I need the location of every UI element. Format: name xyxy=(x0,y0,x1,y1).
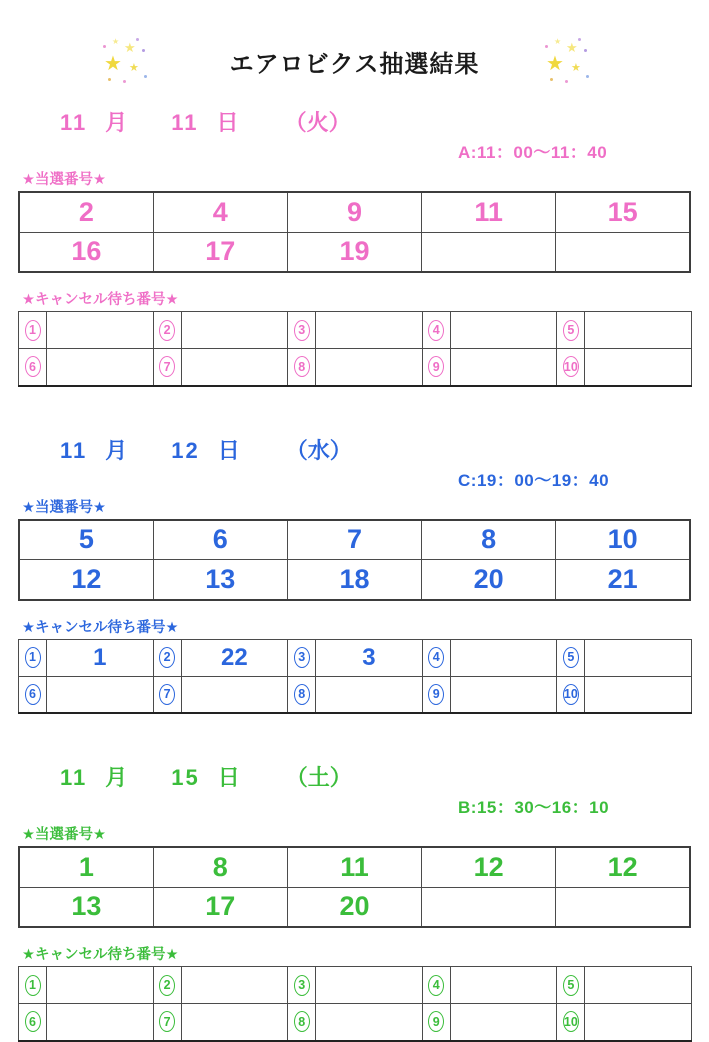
star-icon: ★ xyxy=(104,53,122,75)
winning-numbers-label: ★当選番号★ xyxy=(22,172,106,188)
winning-number-cell xyxy=(422,887,556,927)
cancel-slot-cell xyxy=(19,1004,47,1041)
cancel-value-cell: 3 xyxy=(316,639,423,676)
weekday-value: （火） xyxy=(284,110,351,135)
cancel-slot-cell xyxy=(422,676,450,713)
winning-number-cell: 17 xyxy=(153,887,287,927)
winning-number-cell: 7 xyxy=(287,520,421,560)
circled-number: 4 xyxy=(428,647,444,668)
winning-number-cell: 10 xyxy=(556,520,690,560)
cancel-value-cell xyxy=(181,312,288,349)
winning-number-cell: 5 xyxy=(19,520,153,560)
cancel-slot-cell xyxy=(557,312,585,349)
month-value: 11 xyxy=(60,437,88,463)
cancel-slot-cell xyxy=(422,312,450,349)
winning-number-cell: 2 xyxy=(19,192,153,232)
circled-number: 3 xyxy=(294,647,310,668)
cancel-value-cell xyxy=(316,349,423,386)
circled-number: 10 xyxy=(563,684,579,705)
circled-number: 4 xyxy=(428,975,444,996)
section-nov12-wed xyxy=(0,434,709,715)
cancel-value-cell xyxy=(181,349,288,386)
cancel-slot-cell xyxy=(19,967,47,1004)
dot-icon xyxy=(545,45,548,48)
month-value: 11 xyxy=(60,110,88,135)
day-value: 12 xyxy=(171,437,200,463)
class-time-label: B:15：30～16：10 xyxy=(458,798,610,817)
cancel-value-cell xyxy=(181,676,288,713)
table-row xyxy=(19,639,692,676)
circled-number: 2 xyxy=(159,647,175,668)
winning-number-cell: 16 xyxy=(19,232,153,272)
page-title: エアロビクス抽選結果 xyxy=(229,51,480,78)
cancel-value-cell xyxy=(47,1004,154,1041)
winning-number-cell: 13 xyxy=(19,887,153,927)
cancel-waitlist-table xyxy=(18,966,692,1042)
circled-number: 8 xyxy=(294,356,310,377)
cancel-waitlist-table xyxy=(18,311,692,387)
winning-number-cell: 20 xyxy=(422,560,556,600)
circled-number: 9 xyxy=(428,684,444,705)
winning-number-cell: 4 xyxy=(153,192,287,232)
day-value: 11 xyxy=(171,110,199,135)
day-unit: 日 xyxy=(216,110,239,135)
circled-number: 1 xyxy=(25,975,41,996)
winning-number-cell: 8 xyxy=(422,520,556,560)
day-unit: 日 xyxy=(217,437,240,463)
table-row xyxy=(19,349,692,386)
circled-number: 5 xyxy=(563,320,579,341)
table-row xyxy=(19,232,690,272)
dot-icon xyxy=(108,78,111,81)
month-unit: 月 xyxy=(105,765,128,790)
cancel-waitlist-label: ★キャンセル待ち番号★ xyxy=(22,947,179,963)
table-row xyxy=(19,192,690,232)
winning-numbers-label: ★当選番号★ xyxy=(22,499,106,516)
dot-icon xyxy=(142,49,145,52)
winning-number-cell: 19 xyxy=(287,232,421,272)
table-row xyxy=(19,676,692,713)
cancel-value-cell xyxy=(316,312,423,349)
cancel-value-cell: 1 xyxy=(47,639,154,676)
month-unit: 月 xyxy=(105,437,128,463)
star-icon: ★ xyxy=(124,40,136,55)
cancel-value-cell: 22 xyxy=(181,639,288,676)
cancel-value-cell xyxy=(47,349,154,386)
cancel-value-cell xyxy=(47,676,154,713)
cancel-slot-cell xyxy=(288,967,316,1004)
circled-number: 10 xyxy=(563,356,579,377)
cancel-slot-cell xyxy=(422,349,450,386)
winning-number-cell: 6 xyxy=(153,520,287,560)
date-heading xyxy=(60,106,709,137)
star-icon: ★ xyxy=(112,37,120,46)
winning-table xyxy=(18,846,691,928)
cancel-slot-cell xyxy=(288,676,316,713)
cancel-slot-cell xyxy=(19,676,47,713)
winning-number-cell: 15 xyxy=(556,192,690,232)
month-value: 11 xyxy=(60,765,88,790)
winning-number-cell xyxy=(556,887,690,927)
table-row xyxy=(19,847,690,887)
cancel-value-cell xyxy=(450,312,557,349)
date-heading xyxy=(60,434,709,465)
cancel-value-cell xyxy=(585,676,692,713)
cancel-waitlist-label: ★キャンセル待ち番号★ xyxy=(22,619,179,636)
cancel-value-cell xyxy=(47,312,154,349)
star-icon: ★ xyxy=(566,40,578,55)
sparkle-icon xyxy=(102,38,150,86)
circled-number: 2 xyxy=(159,320,175,341)
month-unit: 月 xyxy=(105,110,128,135)
circled-number: 7 xyxy=(159,1011,175,1032)
cancel-slot-cell xyxy=(288,349,316,386)
cancel-slot-cell xyxy=(288,312,316,349)
winning-number-cell: 17 xyxy=(153,232,287,272)
cancel-value-cell xyxy=(450,639,557,676)
cancel-waitlist-table xyxy=(18,639,692,715)
winning-table xyxy=(18,519,691,601)
cancel-value-cell xyxy=(47,967,154,1004)
circled-number: 4 xyxy=(428,320,444,341)
cancel-slot-cell xyxy=(557,676,585,713)
circled-number: 2 xyxy=(159,975,175,996)
cancel-slot-cell xyxy=(153,349,181,386)
cancel-value-cell xyxy=(585,349,692,386)
cancel-slot-cell xyxy=(19,312,47,349)
dot-icon xyxy=(586,75,589,78)
circled-number: 7 xyxy=(159,684,175,705)
section-nov15-sat xyxy=(0,761,709,1042)
cancel-value-cell xyxy=(450,349,557,386)
cancel-value-cell xyxy=(181,967,288,1004)
winning-number-cell: 12 xyxy=(422,847,556,887)
cancel-slot-cell xyxy=(153,967,181,1004)
weekday-value: （土） xyxy=(285,765,352,790)
table-row xyxy=(19,520,690,560)
winning-number-cell: 11 xyxy=(287,847,421,887)
winning-number-cell xyxy=(556,232,690,272)
table-row xyxy=(19,1004,692,1041)
winning-number-cell: 21 xyxy=(556,560,690,600)
cancel-slot-cell xyxy=(422,967,450,1004)
circled-number: 1 xyxy=(25,647,41,668)
page-header xyxy=(0,0,709,84)
table-row xyxy=(19,560,690,600)
winning-number-cell: 20 xyxy=(287,887,421,927)
cancel-waitlist-label: ★キャンセル待ち番号★ xyxy=(22,292,179,308)
cancel-value-cell xyxy=(450,676,557,713)
cancel-slot-cell xyxy=(557,349,585,386)
star-icon: ★ xyxy=(554,37,562,46)
cancel-slot-cell xyxy=(153,639,181,676)
cancel-value-cell xyxy=(181,1004,288,1041)
winning-number-cell: 8 xyxy=(153,847,287,887)
winning-number-cell: 13 xyxy=(153,560,287,600)
dot-icon xyxy=(550,78,553,81)
cancel-value-cell xyxy=(316,676,423,713)
dot-icon xyxy=(565,80,568,83)
dot-icon xyxy=(578,38,581,41)
winning-number-cell: 12 xyxy=(556,847,690,887)
dot-icon xyxy=(136,38,139,41)
winning-number-cell: 11 xyxy=(422,192,556,232)
circled-number: 9 xyxy=(428,1011,444,1032)
winning-table xyxy=(18,191,691,273)
cancel-slot-cell xyxy=(288,639,316,676)
cancel-slot-cell xyxy=(557,639,585,676)
date-heading xyxy=(60,761,709,792)
circled-number: 6 xyxy=(25,684,41,705)
dot-icon xyxy=(144,75,147,78)
star-icon: ★ xyxy=(129,62,139,74)
class-time-label: A:11：00～11：40 xyxy=(458,143,608,162)
dot-icon xyxy=(123,80,126,83)
cancel-value-cell xyxy=(450,1004,557,1041)
cancel-slot-cell xyxy=(19,639,47,676)
circled-number: 1 xyxy=(25,320,41,341)
circled-number: 5 xyxy=(563,647,579,668)
winning-number-cell xyxy=(422,232,556,272)
circled-number: 8 xyxy=(294,684,310,705)
cancel-value-cell xyxy=(316,1004,423,1041)
weekday-value: （水） xyxy=(285,437,352,463)
winning-number-cell: 12 xyxy=(19,560,153,600)
cancel-value-cell xyxy=(585,967,692,1004)
winning-numbers-label: ★当選番号★ xyxy=(22,827,106,843)
circled-number: 3 xyxy=(294,320,310,341)
circled-number: 10 xyxy=(563,1011,579,1032)
cancel-slot-cell xyxy=(422,639,450,676)
circled-number: 6 xyxy=(25,1011,41,1032)
circled-number: 5 xyxy=(563,975,579,996)
cancel-slot-cell xyxy=(422,1004,450,1041)
circled-number: 3 xyxy=(294,975,310,996)
cancel-slot-cell xyxy=(288,1004,316,1041)
table-row xyxy=(19,887,690,927)
cancel-value-cell xyxy=(585,1004,692,1041)
table-row xyxy=(19,967,692,1004)
dot-icon xyxy=(584,49,587,52)
section-nov11-tue xyxy=(0,106,709,387)
cancel-slot-cell xyxy=(557,1004,585,1041)
table-row xyxy=(19,312,692,349)
cancel-slot-cell xyxy=(557,967,585,1004)
cancel-slot-cell xyxy=(153,676,181,713)
cancel-slot-cell xyxy=(153,1004,181,1041)
cancel-value-cell xyxy=(316,967,423,1004)
dot-icon xyxy=(103,45,106,48)
cancel-value-cell xyxy=(585,312,692,349)
circled-number: 6 xyxy=(25,356,41,377)
circled-number: 7 xyxy=(159,356,175,377)
circled-number: 8 xyxy=(294,1011,310,1032)
cancel-value-cell xyxy=(585,639,692,676)
day-value: 15 xyxy=(171,765,200,790)
cancel-slot-cell xyxy=(19,349,47,386)
circled-number: 9 xyxy=(428,356,444,377)
cancel-slot-cell xyxy=(153,312,181,349)
cancel-value-cell xyxy=(450,967,557,1004)
class-time-label: C:19：00～19：40 xyxy=(458,470,610,490)
day-unit: 日 xyxy=(217,765,240,790)
winning-number-cell: 18 xyxy=(287,560,421,600)
winning-number-cell: 1 xyxy=(19,847,153,887)
star-icon: ★ xyxy=(571,62,581,74)
winning-number-cell: 9 xyxy=(287,192,421,232)
sparkle-icon xyxy=(544,38,592,86)
star-icon: ★ xyxy=(546,53,564,75)
